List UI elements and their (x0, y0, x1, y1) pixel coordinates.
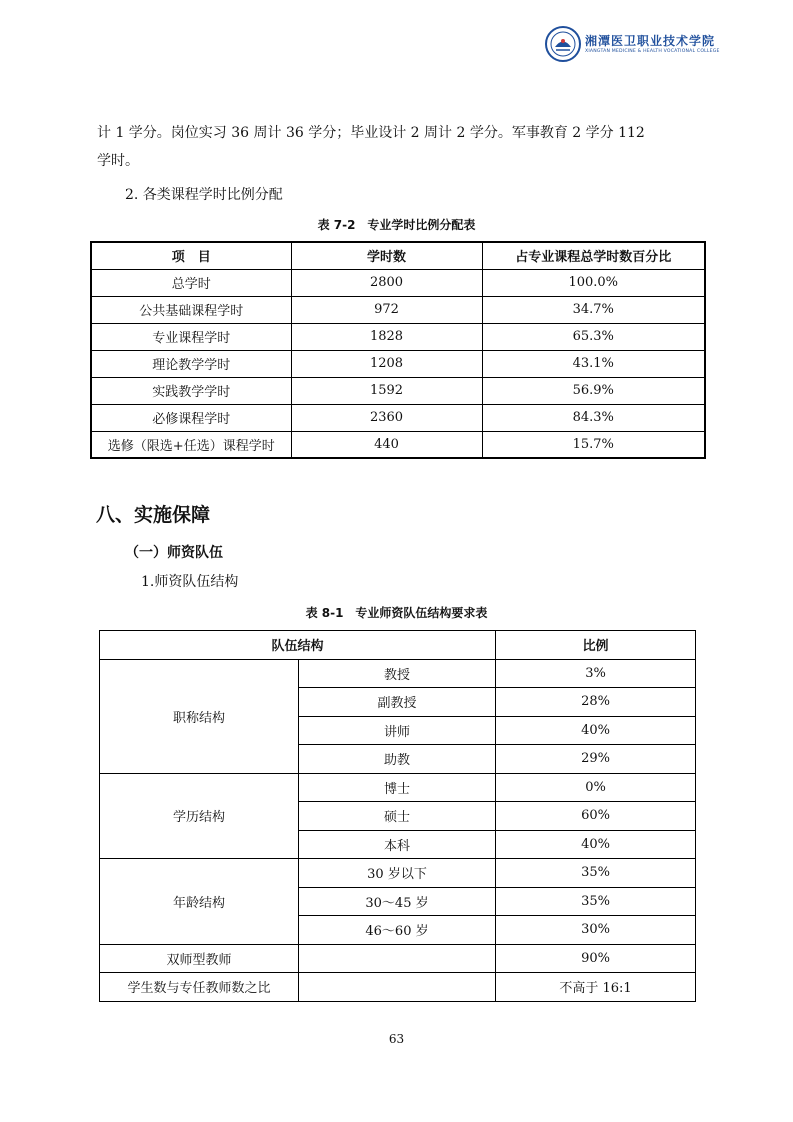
table-cell: 2800 (291, 269, 482, 296)
page-number: 63 (388, 1032, 405, 1046)
table-cell: 副教授 (299, 688, 496, 717)
table-cell: 实践教学学时 (91, 377, 291, 404)
table-cell: 40% (496, 830, 696, 859)
table-cell: 30 岁以下 (299, 859, 496, 888)
table-cell: 34.7% (482, 296, 705, 323)
table-cell: 84.3% (482, 404, 705, 431)
table-cell: 28% (496, 688, 696, 717)
table-cell: 学生数与专任教师数之比 (100, 973, 299, 1002)
table-cell: 0% (496, 773, 696, 802)
table-row (91, 296, 705, 323)
table-cell: 440 (291, 431, 482, 458)
table-row (91, 350, 705, 377)
table-cell: 理论教学学时 (91, 350, 291, 377)
hours-ratio-table (90, 241, 706, 459)
table-row (91, 377, 705, 404)
table-cell: 公共基础课程学时 (91, 296, 291, 323)
table-cell: 助教 (299, 745, 496, 774)
table-cell: 讲师 (299, 716, 496, 745)
table-cell: 15.7% (482, 431, 705, 458)
table-cell: 1828 (291, 323, 482, 350)
table-cell: 本科 (299, 830, 496, 859)
column-header: 项 目 (91, 242, 291, 269)
table-cell: 1208 (291, 350, 482, 377)
table-cell: 硕士 (299, 802, 496, 831)
table-row (91, 404, 705, 431)
group-label: 年龄结构 (100, 859, 299, 945)
table-row (91, 269, 705, 296)
table-row (100, 973, 696, 1002)
table-row (100, 859, 696, 888)
table-cell: 972 (291, 296, 482, 323)
paragraph-line-1: 计 1 学分。岗位实习 36 周计 36 学分；毕业设计 2 周计 2 学分。军事教育 2 学分 112 (97, 125, 645, 141)
table-cell: 30～45 岁 (299, 887, 496, 916)
table-caption: 表 8-1 专业师资队伍结构要求表 (305, 606, 488, 620)
column-header: 占专业课程总学时数百分比 (482, 242, 705, 269)
table-cell: 35% (496, 859, 696, 888)
table-row (100, 659, 696, 688)
table-cell: 56.9% (482, 377, 705, 404)
college-name: 湘潭医卫职业技术学院 (585, 34, 716, 48)
table-row (100, 944, 696, 973)
group-label: 学历结构 (100, 773, 299, 859)
table-cell (299, 973, 496, 1002)
subsection-title: 2. 各类课程学时比例分配 (125, 187, 283, 203)
subsubsection-heading: 1.师资队伍结构 (141, 574, 239, 590)
table-row (91, 323, 705, 350)
table-cell: 29% (496, 745, 696, 774)
table-cell: 教授 (299, 659, 496, 688)
table-cell: 46～60 岁 (299, 916, 496, 945)
table-cell (299, 944, 496, 973)
table-cell: 不高于 16:1 (496, 973, 696, 1002)
table-cell: 选修（限选+任选）课程学时 (91, 431, 291, 458)
table-row (100, 773, 696, 802)
paragraph-line-2: 学时。 (97, 153, 139, 169)
table-cell: 40% (496, 716, 696, 745)
faculty-structure-table (99, 630, 696, 1002)
table-cell: 1592 (291, 377, 482, 404)
table-row (91, 431, 705, 458)
subsection-heading: （一）师资队伍 (125, 545, 223, 561)
group-label: 职称结构 (100, 659, 299, 773)
college-name-en: XIANGTAN MEDICINE & HEALTH VOCATIONAL COLLEGE (585, 49, 720, 54)
table-cell: 90% (496, 944, 696, 973)
table-caption: 表 7-2 专业学时比例分配表 (317, 218, 476, 232)
table-cell: 专业课程学时 (91, 323, 291, 350)
table-cell: 35% (496, 887, 696, 916)
column-header: 比例 (496, 631, 696, 660)
table-cell: 2360 (291, 404, 482, 431)
table-cell: 总学时 (91, 269, 291, 296)
table-cell: 65.3% (482, 323, 705, 350)
college-seal-icon (545, 26, 581, 62)
table-cell: 双师型教师 (100, 944, 299, 973)
table-header-row (91, 242, 705, 269)
table-cell: 3% (496, 659, 696, 688)
college-logo (545, 26, 720, 64)
section-heading: 八、实施保障 (96, 504, 211, 526)
table-cell: 100.0% (482, 269, 705, 296)
column-header: 学时数 (291, 242, 482, 269)
table-header-row (100, 631, 696, 660)
table-cell: 必修课程学时 (91, 404, 291, 431)
table-cell: 博士 (299, 773, 496, 802)
column-header: 队伍结构 (100, 631, 496, 660)
table-cell: 60% (496, 802, 696, 831)
table-cell: 43.1% (482, 350, 705, 377)
table-cell: 30% (496, 916, 696, 945)
